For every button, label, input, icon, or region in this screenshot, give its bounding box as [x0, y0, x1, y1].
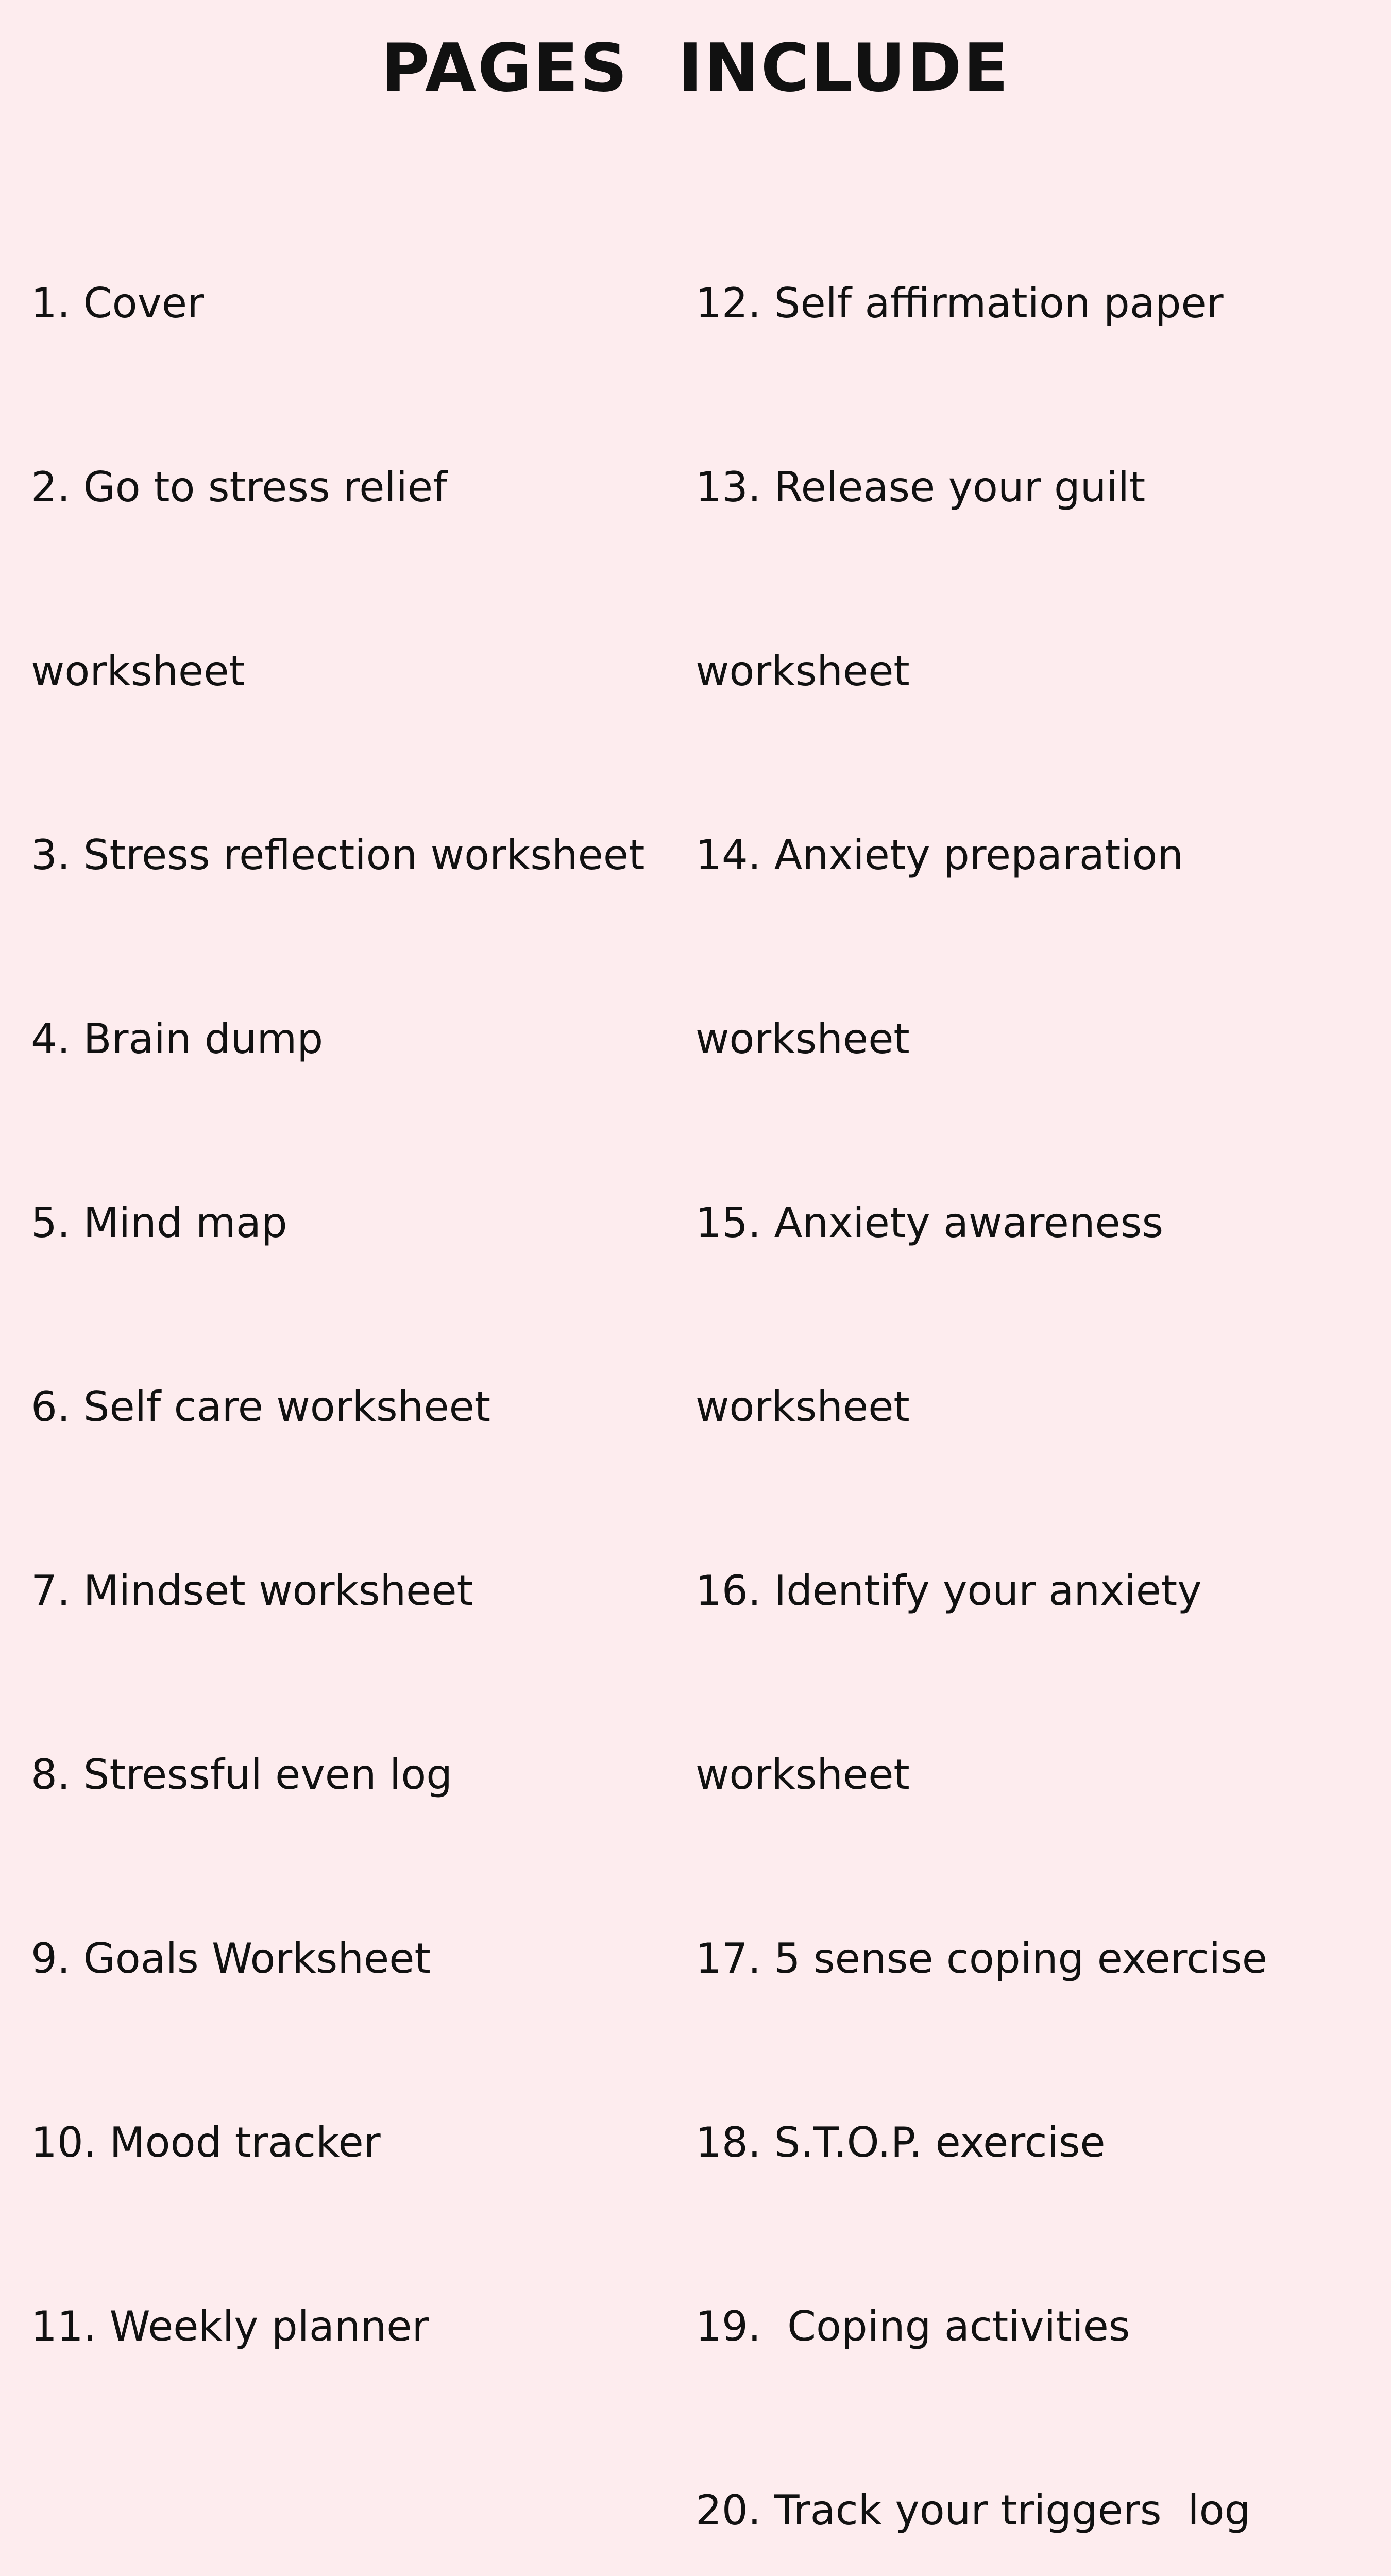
list-item: 10. Mood tracker — [31, 2119, 381, 2166]
list-item: 14. Anxiety preparation — [696, 831, 1184, 879]
pages-list-left — [31, 150, 665, 2480]
page-title: PAGES INCLUDE — [381, 30, 1010, 107]
list-item: 16. Identify your anxiety — [696, 1567, 1202, 1615]
list-item: worksheet — [696, 647, 910, 695]
list-item: 12. Self affirmation paper — [696, 279, 1224, 327]
list-item: 4. Brain dump — [31, 1015, 324, 1063]
list-item: worksheet — [696, 1015, 910, 1063]
list-item: 2. Go to stress relief — [31, 463, 448, 511]
list-item: 3. Stress reflection worksheet — [31, 831, 645, 879]
list-item: worksheet — [696, 1383, 910, 1431]
list-item: 20. Track your triggers log — [696, 2486, 1251, 2534]
list-item: 8. Stressful even log — [31, 1751, 453, 1799]
list-item: 7. Mindset worksheet — [31, 1567, 473, 1615]
list-item: 15. Anxiety awareness — [696, 1199, 1164, 1247]
pages-list-right — [696, 150, 1376, 2576]
list-item: 19. Coping activities — [696, 2302, 1130, 2350]
list-item: worksheet — [696, 1751, 910, 1799]
list-item: 6. Self care worksheet — [31, 1383, 491, 1431]
list-item: 9. Goals Worksheet — [31, 1935, 431, 1982]
list-item: 17. 5 sense coping exercise — [696, 1935, 1267, 1982]
list-item: 11. Weekly planner — [31, 2302, 429, 2350]
list-item: 18. S.T.O.P. exercise — [696, 2119, 1106, 2166]
list-item: worksheet — [31, 647, 245, 695]
list-item: 13. Release your guilt — [696, 463, 1146, 511]
list-item: 1. Cover — [31, 279, 205, 327]
list-item: 5. Mind map — [31, 1199, 287, 1247]
